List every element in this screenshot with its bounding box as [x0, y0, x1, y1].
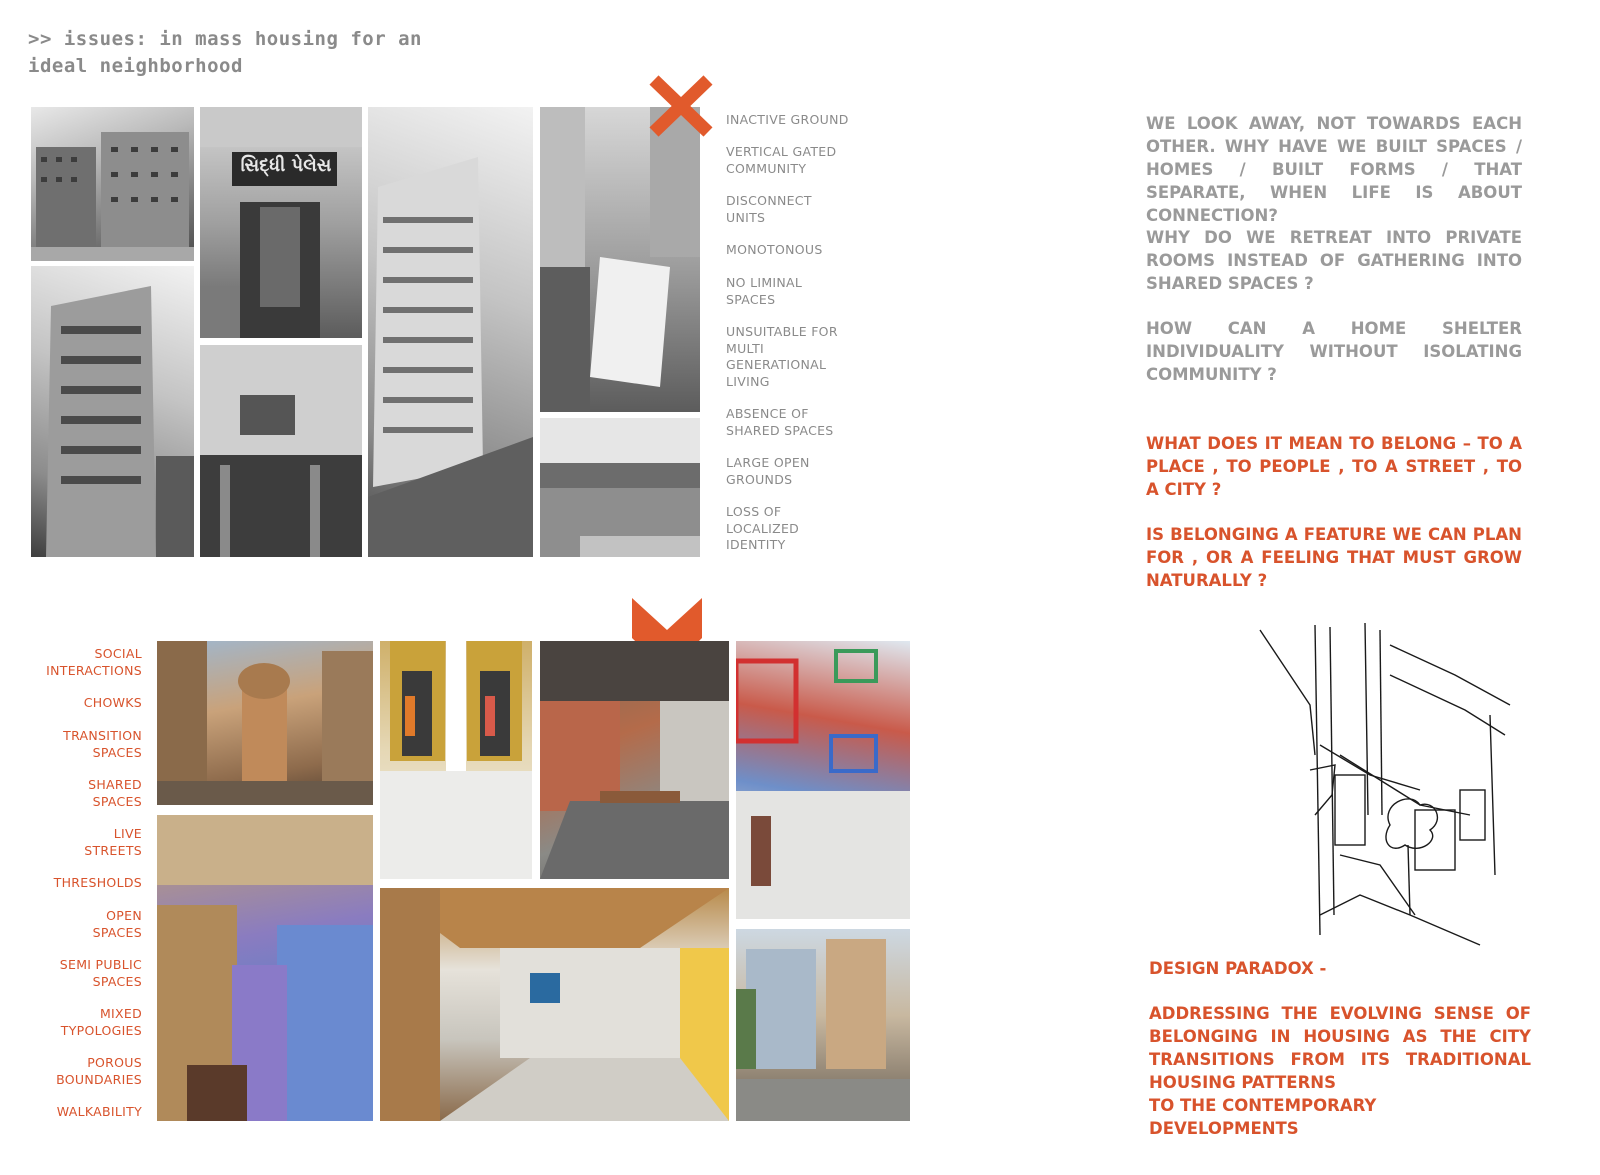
gujarati-sign: સિદ્ધી પેલેસ — [240, 155, 332, 176]
issue-item: LOSS OF LOCALIZED IDENTITY — [726, 504, 800, 552]
question-connection: WE LOOK AWAY, NOT TOWARDS EACH OTHER. WHY HAVE WE BUILT SPACES / HOMES / BUILT FORMS / THAT SEPARATE, WHEN LIFE IS ABOUT CONNECTION? — [1146, 114, 1522, 225]
photo-pergola-corridor — [380, 888, 729, 1121]
photo-heritage-street — [736, 929, 910, 1121]
quality-item: SEMI PUBLIC SPACES — [59, 957, 142, 989]
cross-mark-icon — [646, 72, 716, 140]
photo-housing-tower-2 — [31, 266, 194, 557]
heading-line-2: ideal neighborhood — [28, 55, 243, 77]
photo-siddhi-palace-gate — [200, 107, 362, 338]
issue-item: MONOTONOUS — [726, 242, 823, 257]
issue-item: UNSUITABLE FOR MULTI GENERATIONAL LIVING — [726, 324, 838, 389]
quality-item: SOCIAL INTERACTIONS — [46, 646, 142, 678]
photo-courtyard-benches — [540, 641, 729, 879]
issue-item: INACTIVE GROUND — [726, 112, 849, 127]
photo-highrise-street — [368, 107, 533, 557]
photo-stilt-parking — [200, 345, 362, 557]
quality-item: WALKABILITY — [56, 1104, 142, 1119]
design-paradox-body: ADDRESSING THE EVOLVING SENSE OF BELONGING IN HOUSING AS THE CITY TRANSITIONS FROM ITS TRADITIONAL HOUSING PATTERNS — [1149, 1004, 1531, 1092]
photo-old-city-blue-houses — [157, 815, 373, 1121]
question-belong: WHAT DOES IT MEAN TO BELONG – TO A PLACE , TO PEOPLE , TO A STREET , TO A CITY ? — [1146, 434, 1522, 499]
photo-heritage-chowk — [157, 641, 373, 805]
photo-open-ground — [540, 418, 700, 557]
quality-item: CHOWKS — [83, 695, 142, 710]
heading-line-1: >> issues: in mass housing for an — [28, 28, 422, 50]
question-belonging-feature: IS BELONGING A FEATURE WE CAN PLAN FOR , OR A FEELING THAT MUST GROW NATURALLY ? — [1146, 525, 1522, 590]
issue-item: NO LIMINAL SPACES — [726, 275, 803, 307]
issue-item: DISCONNECT UNITS — [726, 193, 812, 225]
street-sketch-illustration — [1240, 615, 1520, 955]
photo-balconies-women — [380, 641, 532, 879]
design-paradox-title: DESIGN PARADOX - — [1149, 959, 1327, 978]
issue-item: LARGE OPEN GROUNDS — [726, 455, 810, 487]
issue-item: VERTICAL GATED COMMUNITY — [726, 144, 837, 176]
quality-item: TRANSITION SPACES — [63, 728, 142, 760]
quality-item: OPEN SPACES — [92, 908, 142, 940]
photo-colored-railings — [736, 641, 910, 919]
quality-item: POROUS BOUNDARIES — [56, 1055, 142, 1087]
photo-courtyard-canopy — [540, 107, 700, 412]
quality-item: LIVE STREETS — [84, 826, 142, 858]
photo-housing-blocks-1 — [31, 107, 194, 261]
quality-item: THRESHOLDS — [53, 875, 142, 890]
quality-item: SHARED SPACES — [88, 777, 142, 809]
page-heading — [28, 26, 468, 80]
quality-item: MIXED TYPOLOGIES — [60, 1006, 142, 1038]
design-paradox-last-line: TO THE CONTEMPORARY DEVELOPMENTS — [1149, 1096, 1377, 1138]
question-individuality: HOW CAN A HOME SHELTER INDIVIDUALITY WITHOUT ISOLATING COMMUNITY ? — [1146, 319, 1522, 384]
issue-item: ABSENCE OF SHARED SPACES — [726, 406, 834, 438]
question-retreat: WHY DO WE RETREAT INTO PRIVATE ROOMS INSTEAD OF GATHERING INTO SHARED SPACES ? — [1146, 228, 1522, 293]
